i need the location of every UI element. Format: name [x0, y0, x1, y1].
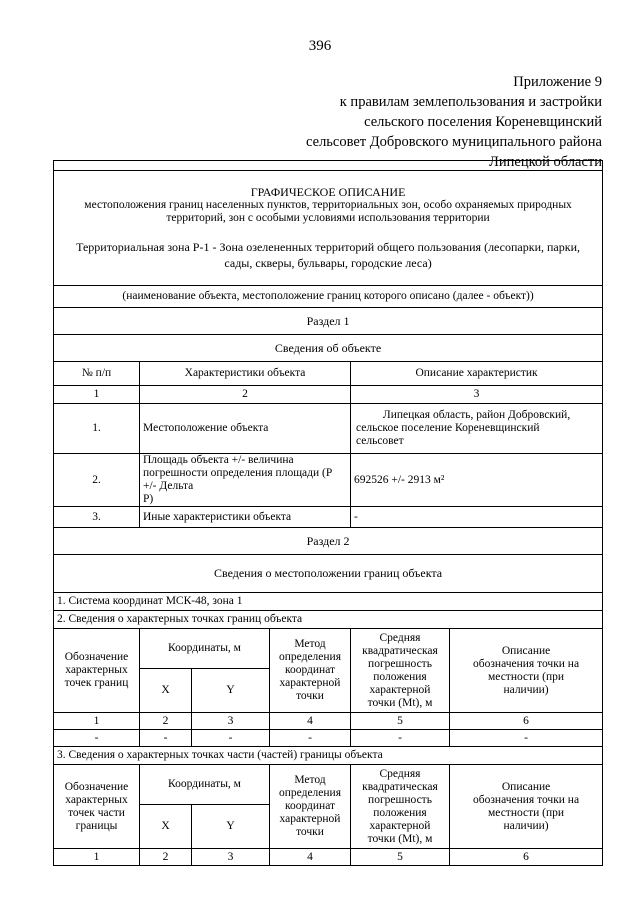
empty-cell: -: [270, 730, 351, 747]
col-header-characteristics: Характеристики объекта: [140, 362, 351, 386]
header-line: положения: [373, 670, 427, 683]
row-number: 3.: [54, 507, 140, 528]
section-2-title: Раздел 2: [54, 528, 603, 555]
header-line: погрешность: [368, 657, 432, 670]
col-number: 4: [270, 713, 351, 730]
header-line: границы: [75, 819, 118, 832]
part-points-title: 3. Сведения о характерных точках части (частей) границы объекта: [54, 747, 603, 765]
appendix-line: сельского поселения Кореневщинский: [364, 114, 602, 130]
header-error: [351, 629, 450, 713]
document-subtitle: территорий, зон с особыми условиями использования территории: [166, 212, 490, 224]
row-value: -: [351, 507, 603, 528]
col-number: 6: [450, 713, 603, 730]
row-label: [140, 454, 351, 507]
appendix-line: сельсовет Добровского муниципального района: [306, 134, 602, 150]
header-line: Обозначение: [64, 651, 129, 663]
col-number: 5: [351, 849, 450, 866]
row-value: [351, 404, 603, 454]
appendix-block: [306, 72, 602, 172]
header-line: характерной: [369, 819, 431, 832]
header-line: Метод: [294, 638, 326, 650]
row-number: 1.: [54, 404, 140, 454]
col-number: 2: [140, 849, 192, 866]
value-line: сельское поселение Кореневщинский: [356, 422, 540, 434]
label-line: Площадь объекта +/- величина: [143, 454, 294, 466]
appendix-line: Приложение 9: [513, 74, 602, 90]
col-number: 2: [140, 386, 351, 404]
empty-cell: -: [140, 730, 192, 747]
empty-cell: -: [450, 730, 603, 747]
header-line: Средняя: [379, 767, 421, 780]
header-line: местности (при: [488, 670, 565, 683]
zone-name: сады, скверы, бульвары, городские леса): [224, 256, 432, 270]
col-number: 4: [270, 849, 351, 866]
col-number: 2: [140, 713, 192, 730]
header-line: точки (Мt), м: [367, 832, 433, 845]
header-error: [351, 765, 450, 849]
header-line: характерных: [65, 664, 128, 676]
col-number: 1: [54, 386, 140, 404]
header-line: местности (при: [488, 806, 565, 819]
header-x: X: [140, 669, 192, 713]
header-line: характерной: [369, 683, 431, 696]
col-number: 1: [54, 849, 140, 866]
spacer-row: [54, 161, 603, 171]
header-line: точек границ: [64, 677, 129, 689]
header-coordinates: Координаты, м: [140, 629, 270, 669]
header-line: координат: [284, 800, 336, 812]
col-number: 6: [450, 849, 603, 866]
coordinate-system: 1. Система координат МСК-48, зона 1: [54, 593, 603, 611]
row-label: Местоположение объекта: [140, 404, 351, 454]
header-designation: [54, 629, 140, 713]
points-title: 2. Сведения о характерных точках границ объекта: [54, 611, 603, 629]
col-header-description: Описание характеристик: [351, 362, 603, 386]
page-number: 396: [308, 38, 332, 54]
header-method: [270, 765, 351, 849]
header-line: наличии): [503, 819, 549, 832]
document-title: ГРАФИЧЕСКОЕ ОПИСАНИЕ: [250, 185, 406, 199]
header-line: координат: [284, 664, 336, 676]
col-number: 3: [351, 386, 603, 404]
row-value: 692526 +/- 2913 м²: [351, 454, 603, 507]
document-subtitle: местоположения границ населенных пунктов, территориальных зон, особо охраняемых природных: [84, 199, 572, 211]
header-line: Метод: [294, 774, 326, 786]
object-note: (наименование объекта, местоположение границ которого описано (далее - объект)): [54, 286, 603, 308]
header-line: Средняя: [379, 631, 421, 644]
header-line: обозначения точки на: [473, 657, 580, 670]
section-1-title: Раздел 1: [54, 308, 603, 335]
zone-name: Территориальная зона Р-1 - Зона озелененных территорий общего пользования (лесопарки, парки,: [76, 240, 581, 254]
col-number: 5: [351, 713, 450, 730]
graphic-description-table: [53, 160, 603, 866]
header-coordinates: Координаты, м: [140, 765, 270, 805]
col-number: 3: [192, 713, 270, 730]
empty-cell: -: [351, 730, 450, 747]
section-2-subtitle: Сведения о местоположении границ объекта: [54, 555, 603, 593]
empty-cell: -: [192, 730, 270, 747]
label-line: погрешности определения площади (Р +/- Дельта: [143, 467, 333, 492]
label-line: Р): [143, 493, 154, 505]
header-line: характерных: [65, 793, 128, 806]
col-number: 3: [192, 849, 270, 866]
header-line: определения: [278, 787, 341, 799]
header-line: характерной точки: [279, 677, 341, 702]
value-line: Липецкая область, район Добровский,: [382, 409, 571, 421]
header-line: квадратическая: [362, 644, 438, 657]
header-method: [270, 629, 351, 713]
header-line: погрешность: [368, 793, 432, 806]
header-y: Y: [192, 669, 270, 713]
header-line: точек части: [68, 806, 125, 819]
header-line: определения: [278, 651, 341, 663]
header-line: Обозначение: [64, 780, 129, 793]
header-line: положения: [373, 806, 427, 819]
header-line: обозначения точки на: [473, 793, 580, 806]
header-line: наличии): [503, 683, 549, 696]
header-x: X: [140, 805, 192, 849]
header-point-description: [450, 629, 603, 713]
header-line: квадратическая: [362, 780, 438, 793]
header-part-designation: [54, 765, 140, 849]
col-number: 1: [54, 713, 140, 730]
appendix-line: к правилам землепользования и застройки: [339, 94, 602, 110]
header-line: характерной точки: [279, 813, 341, 838]
row-number: 2.: [54, 454, 140, 507]
description-header: [54, 171, 603, 286]
header-line: Описание: [501, 644, 551, 657]
header-line: Описание: [501, 780, 551, 793]
header-line: точки (Мt), м: [367, 696, 433, 709]
row-label: Иные характеристики объекта: [140, 507, 351, 528]
header-y: Y: [192, 805, 270, 849]
appendix-line: Липецкой области: [489, 154, 602, 170]
section-1-subtitle: Сведения об объекте: [54, 335, 603, 362]
value-line: сельсовет: [356, 435, 404, 447]
col-header-number: № п/п: [54, 362, 140, 386]
header-point-description: [450, 765, 603, 849]
empty-cell: -: [54, 730, 140, 747]
